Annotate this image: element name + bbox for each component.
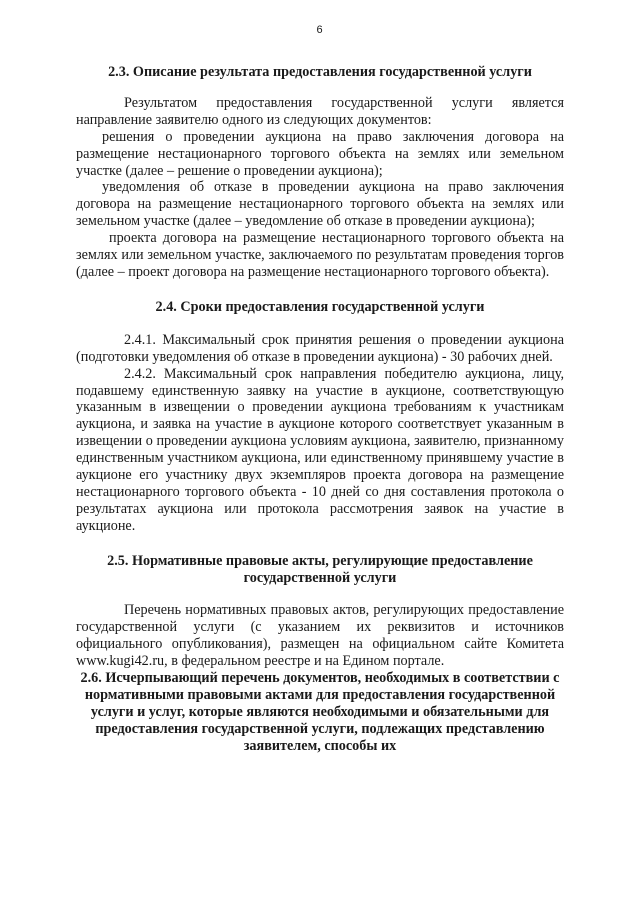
- document-body: [76, 64, 564, 755]
- section-2-4-paragraph-1: 2.4.1. Максимальный срок принятия решения о проведении аукциона (подготовки уведомления об отказе в проведении аукциона) - 30 рабочих дней.: [76, 331, 564, 365]
- section-2-3-intro: Результатом предоставления государственной услуги является направление заявителю одного из следующих документов:: [76, 94, 564, 128]
- page-number: 6: [316, 24, 323, 36]
- section-2-5-heading: 2.5. Нормативные правовые акты, регулирующие предоставление государственной услуги: [107, 552, 533, 586]
- section-2-3-heading: 2.3. Описание результата предоставления государственной услуги: [108, 64, 532, 80]
- section-2-3-item-2: уведомления об отказе в проведении аукциона на право заключения договора на размещение нестационарного торгового объекта на землях или земельном участке (далее – уведомление об отказе в проведении аукциона);: [76, 179, 564, 230]
- section-2-4-paragraph-2: 2.4.2. Максимальный срок направления победителю аукциона, лицу, подавшему единственную заявку на участие в аукционе, соответствующую указанным в извещении о проведении аукциона требованиям к участникам аукциона, и заявка на участие в аукционе которого соответствует указанным в извещении о проведении аукциона условиям аукциона, заявителю, признанному единственным участником аукциона, или единственному принявшему участие в аукционе его участнику двух экземпляров проекта договора на размещение нестационарного торгового объекта - 10 дней со дня составления протокола о результатах аукциона или протокола рассмотрения заявок на участие в аукционе.: [76, 365, 564, 534]
- section-2-5-paragraph-1: Перечень нормативных правовых актов, регулирующих предоставление государственной услуги (с указанием их реквизитов и источников официального опубликования), размещен на официальном сайте Комитета www.kugi42.ru, в федеральном реестре и на Едином портале.: [76, 602, 564, 670]
- section-2-3-item-3: проекта договора на размещение нестационарного торгового объекта на землях или земельном участке, заключаемого по результатам проведения торгов (далее – проект договора на размещение нестационарного торгового объекта).: [76, 230, 564, 280]
- section-2-6-heading: 2.6. Исчерпывающий перечень документов, необходимых в соответствии с нормативными правовыми актами для предоставления государственной услуги и услуг, которые являются необходимыми и обязательными для предоставления государственной услуги, подлежащих представлению заявителем, способы их: [80, 670, 560, 754]
- section-2-3-item-1: решения о проведении аукциона на право заключения договора на размещение нестационарного торгового объекта на землях или земельном участке (далее – решение о проведении аукциона);: [76, 128, 564, 179]
- section-2-4-heading: 2.4. Сроки предоставления государственной услуги: [155, 298, 485, 315]
